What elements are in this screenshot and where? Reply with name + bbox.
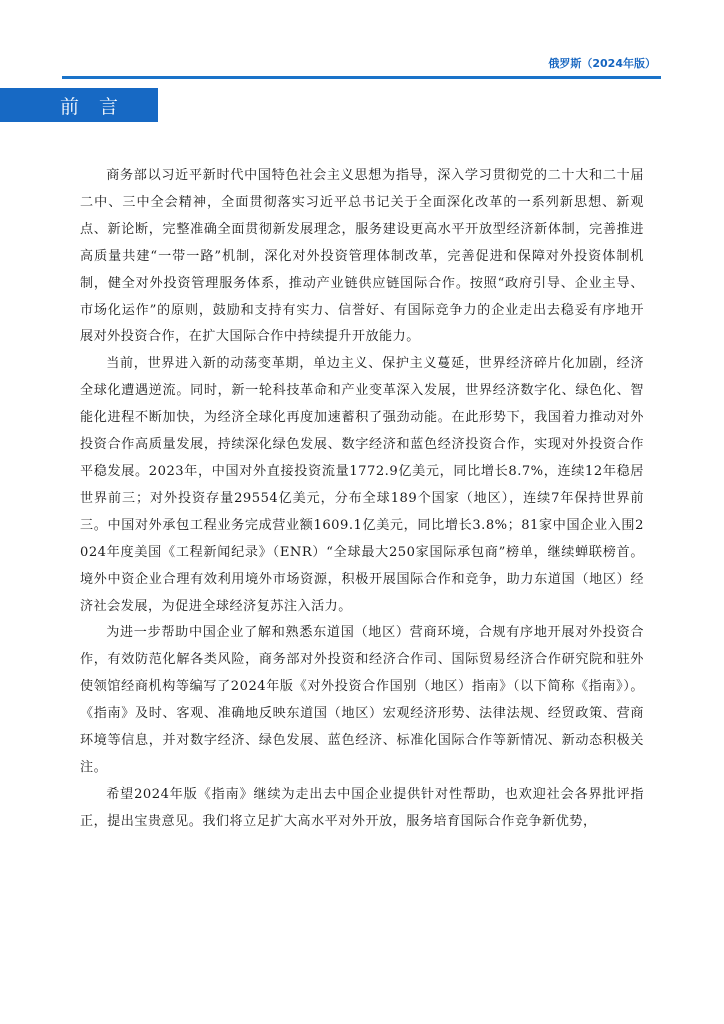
preface-body [80,163,644,836]
running-header: 俄罗斯（2024年版） [548,57,656,70]
header-divider [62,76,661,79]
section-title: 前 言 [60,95,126,118]
section-title-banner [0,88,158,122]
paragraph: 为进一步帮助中国企业了解和熟悉东道国（地区）营商环境，合规有序地开展对外投资合作，有效防范化解各类风险，商务部对外投资和经济合作司、国际贸易经济合作研究院和驻外使领馆经商机构等编写了2024年版《对外投资合作国别（地区）指南》（以下简称《指南》）。《指南》及时、客观、准确地反映东道国（地区）宏观经济形势、法律法规、经贸政策、营商环境等信息，并对数字经济、绿色发展、蓝色经济、标准化国际合作等新情况、新动态积极关注。 [80,625,644,775]
paragraph: 当前，世界进入新的动荡变革期，单边主义、保护主义蔓延，世界经济碎片化加剧，经济全球化遭遇逆流。同时，新一轮科技革命和产业变革深入发展，世界经济数字化、绿色化、智能化进程不断加快，为经济全球化再度加速蓄积了强劲动能。在此形势下，我国着力推动对外投资合作高质量发展，持续深化绿色发展、数字经济和蓝色经济投资合作，实现对外投资合作平稳发展。2023年，中国对外直接投资流量1772.9亿美元，同比增长8.7%，连续12年稳居世界前三；对外投资存量29554亿美元，分布全球189个国家（地区），连续7年保持世界前三。中国对外承包工程业务完成营业额1609.1亿美元，同比增长3.8%；81家中国企业入围2024年度美国《工程新闻纪录》（ENR）“全球最大250家国际承包商”榜单，继续蝉联榜首。境外中资企业合理有效利用境外市场资源，积极开展国际合作和竞争，助力东道国（地区）经济社会发展，为促进全球经济复苏注入活力。 [80,356,644,614]
paragraph: 希望2024年版《指南》继续为走出去中国企业提供针对性帮助，也欢迎社会各界批评指正，提出宝贵意见。我们将立足扩大高水平对外开放，服务培育国际合作竞争新优势， [80,786,644,829]
paragraph: 商务部以习近平新时代中国特色社会主义思想为指导，深入学习贯彻党的二十大和二十届二中、三中全会精神，全面贯彻落实习近平总书记关于全面深化改革的一系列新思想、新观点、新论断，完整准确全面贯彻新发展理念，服务建设更高水平开放型经济新体制，完善推进高质量共建“一带一路”机制，深化对外投资管理体制改革，完善促进和保障对外投资体制机制，健全对外投资管理服务体系，推动产业链供应链国际合作。按照“政府引导、企业主导、市场化运作”的原则，鼓励和支持有实力、信誉好、有国际竞争力的企业走出去稳妥有序地开展对外投资合作，在扩大国际合作中持续提升开放能力。 [80,168,644,345]
